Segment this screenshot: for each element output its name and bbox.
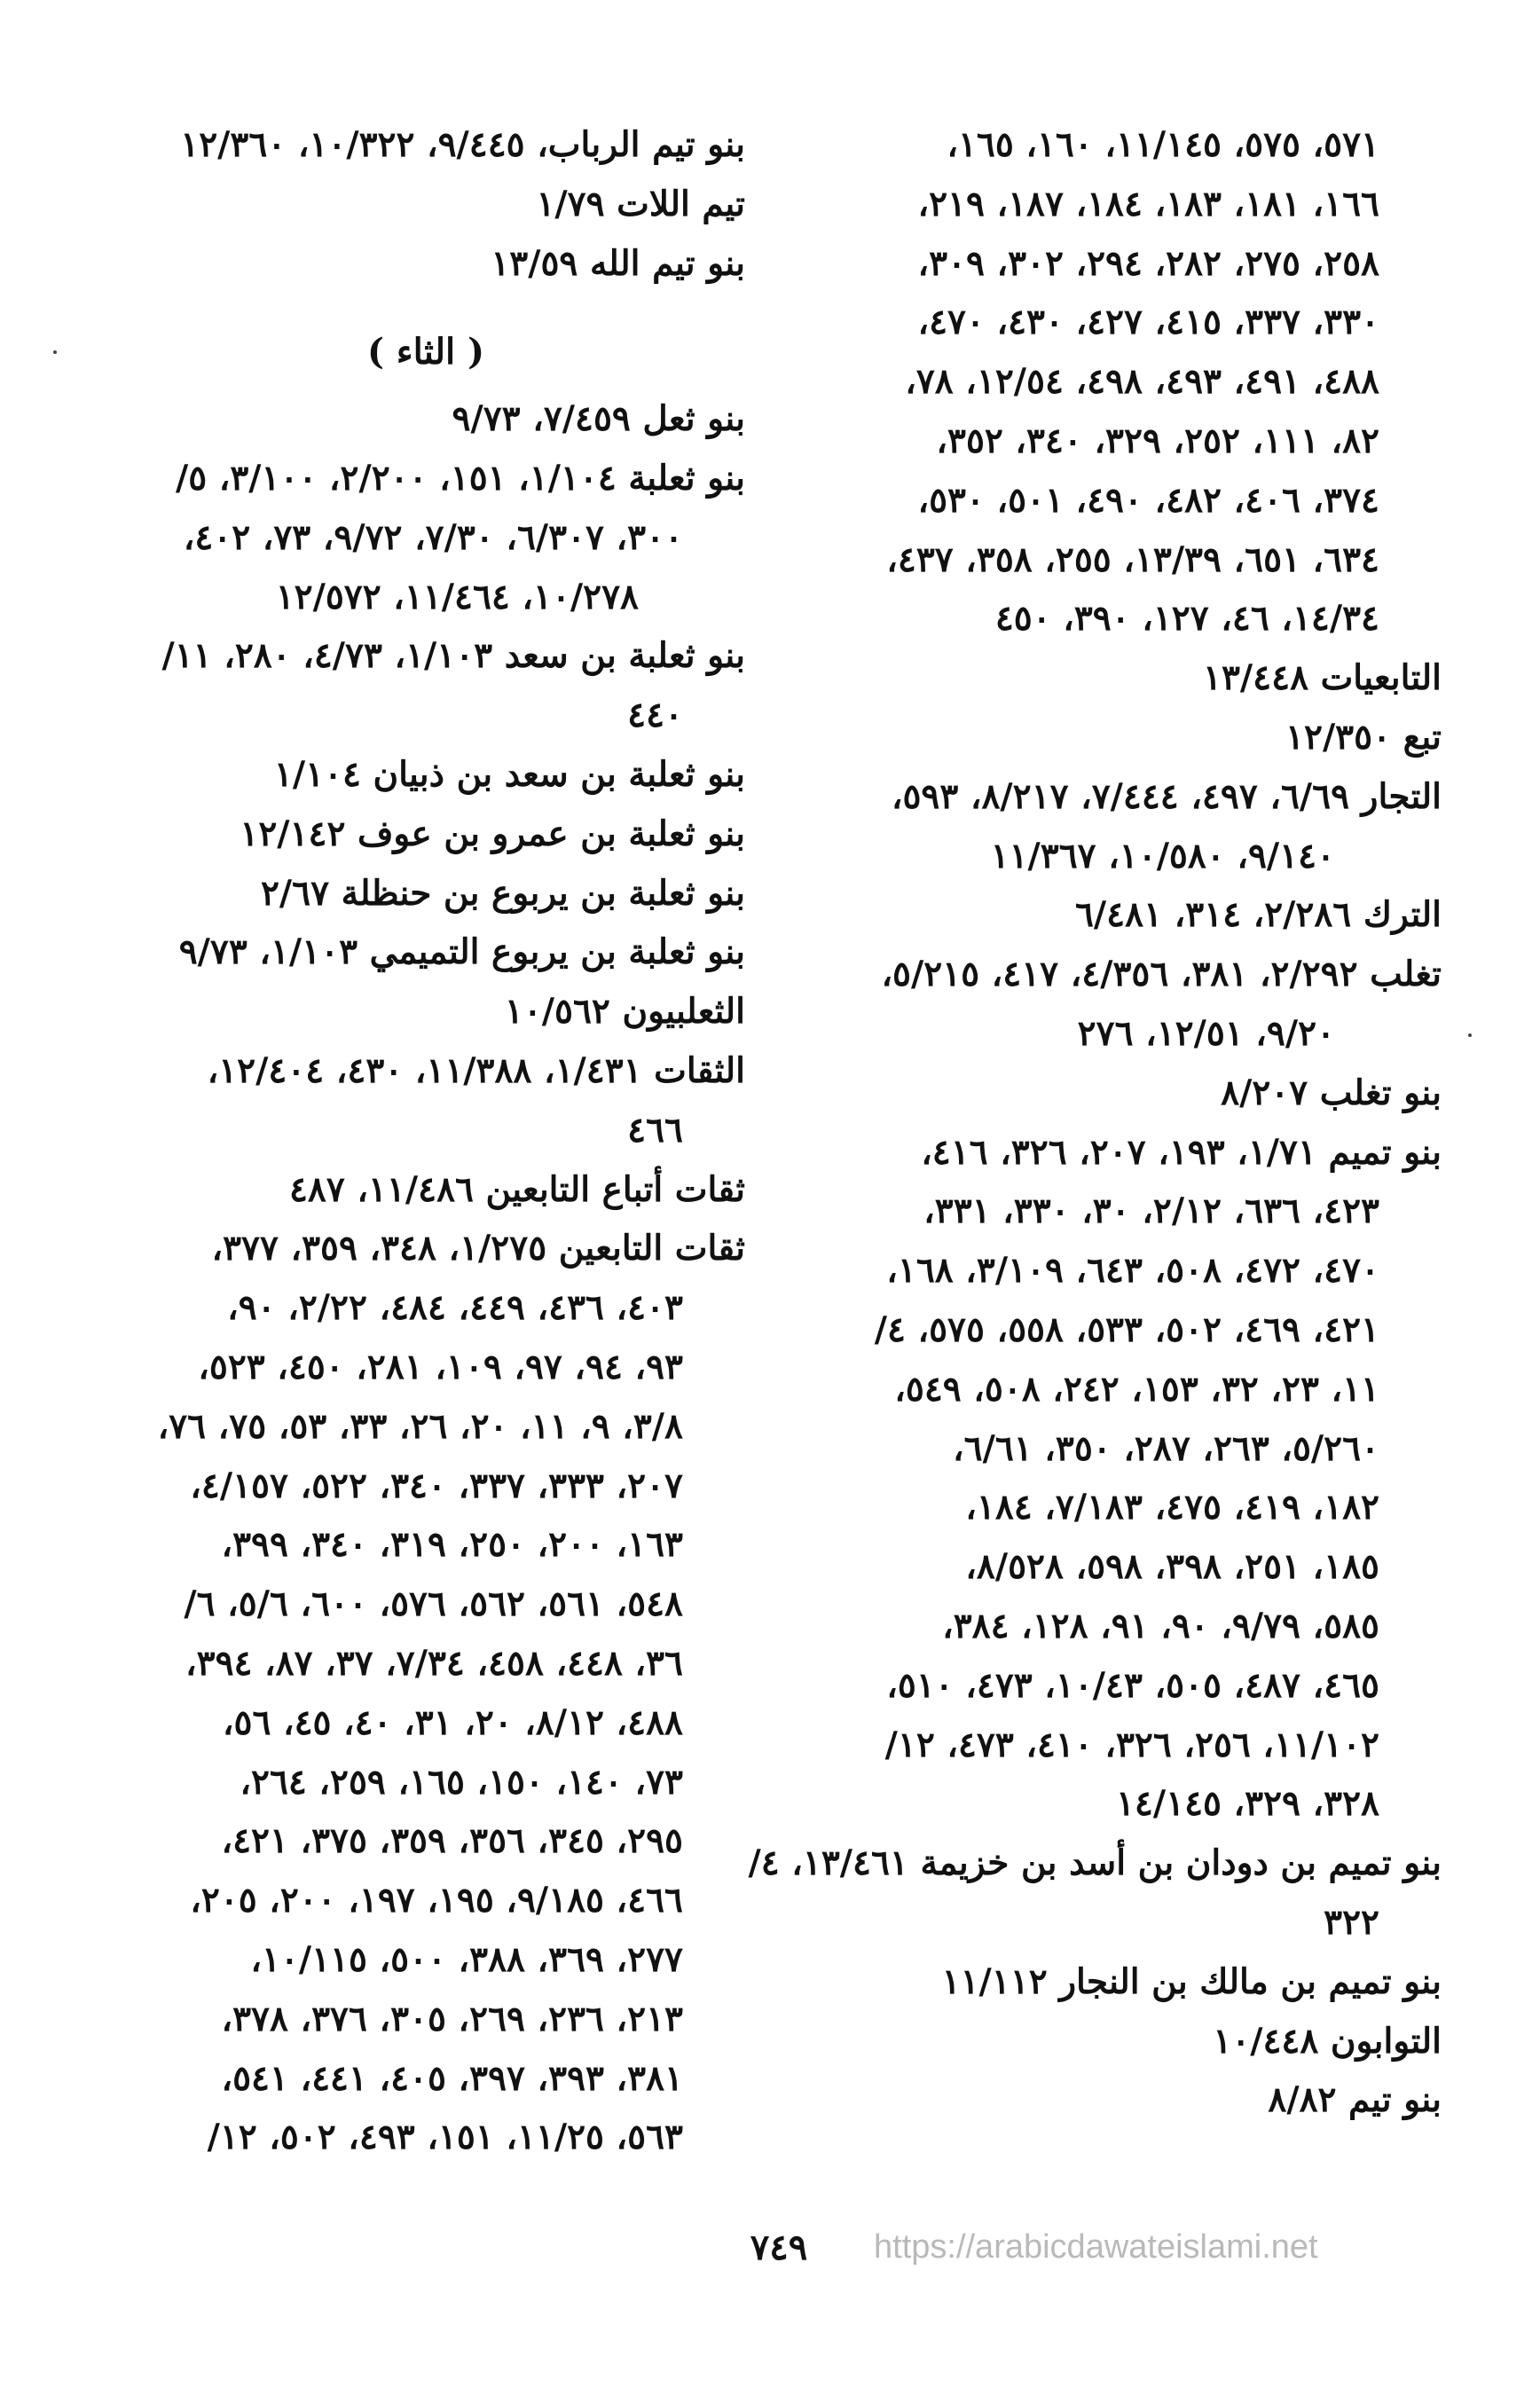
index-entry-line: بنو ثعلبة بن عمرو بن عوف ١٢/١٤٢	[240, 813, 745, 854]
index-entry-line: الثقات ١/٤٣١، ١١/٣٨٨، ٤٣٠، ١٢/٤٠٤،	[207, 1049, 745, 1091]
index-entry-line: ٩/١٤٠، ١٠/٥٨٠، ١١/٣٦٧	[990, 835, 1335, 876]
index-entry-line: ثقات التابعين ١/٢٧٥، ٣٤٨، ٣٥٩، ٣٧٧،	[211, 1228, 745, 1269]
index-entry-line: ٨٢، ١١١، ٢٥٢، ٣٢٩، ٣٤٠، ٣٥٢،	[936, 420, 1379, 461]
index-entry-line: بنو ثعلبة بن يربوع التميمي ١/١٠٣، ٩/٧٣	[178, 931, 745, 973]
index-entry-line: بنو تيم ٨/٨٢	[1268, 2079, 1442, 2121]
index-entry-line: ١٨٥، ٢٥١، ٣٩٨، ٥٩٨، ٨/٥٢٨،	[965, 1546, 1379, 1588]
index-entry-line: ٣٧٤، ٤٠٦، ٤٨٢، ٤٩٠، ٥٠١، ٥٣٠،	[917, 479, 1379, 521]
index-entry-line: بنو تيم الرباب، ٩/٤٤٥، ١٠/٣٢٢، ١٢/٣٦٠	[180, 124, 745, 165]
index-entry-line: ٣٨١، ٣٩٣، ٣٩٧، ٤٠٥، ٤٤١، ٥٤١،	[221, 2057, 683, 2099]
page-number: ٧٤٩	[750, 2227, 808, 2268]
index-entry-line: ٥٨٥، ٩/٧٩، ٩٠، ٩١، ١٢٨، ٣٨٤،	[942, 1605, 1379, 1646]
index-entry-line: ١٦٦، ١٨١، ١٨٣، ١٨٤، ١٨٧، ٢١٩،	[917, 183, 1379, 224]
index-entry-line: بنو ثعلبة بن سعد بن ذبيان ١/١٠٤	[273, 753, 745, 795]
index-entry-line: التابعيات ١٣/٤٤٨	[1203, 657, 1442, 699]
index-entry-line: تغلب ٢/٢٩٢، ٣٨١، ٤/٣٥٦، ٤١٧، ٥/٢١٥،	[881, 954, 1442, 995]
index-entry-line: ٥/٢٦٠، ٢٦٣، ٢٨٧، ٣٥٠، ٦/٦١،	[953, 1427, 1379, 1469]
index-entry-line: ٤٦٦	[627, 1109, 683, 1151]
index-entry-line: ١١/١٠٢، ٢٥٦، ٣٢٦، ٤١٠، ٤٧٣، ١٢/	[884, 1724, 1379, 1765]
scan-speck	[53, 350, 57, 354]
left-column	[106, 115, 745, 2167]
index-entry-line: ٣٦، ٤٤٨، ٤٥٨، ٧/٣٤، ٣٧، ٨٧، ٣٩٤،	[185, 1642, 683, 1684]
index-entry-line: ٢٩٥، ٣٤٥، ٣٥٦، ٣٥٩، ٣٧٥، ٤٢١،	[221, 1820, 683, 1862]
index-entry-line: ٤٢٣، ٦٣٦، ٢/١٢، ٣٠، ٣٣٠، ٣٣١،	[923, 1190, 1379, 1232]
scan-speck	[1468, 1033, 1472, 1037]
index-entry-line: التجار ٦/٦٩، ٤٩٧، ٧/٤٤٤، ٨/٢١٧، ٥٩٣،	[891, 775, 1442, 817]
index-entry-line: ٤٨٨، ٨/١٢، ٢٠، ٣١، ٤٠، ٤٥، ٥٦،	[222, 1701, 683, 1743]
index-entry-line: الترك ٢/٢٨٦، ٣١٤، ٦/٤٨١	[1074, 894, 1442, 936]
index-entry-line: ٢٠٧، ٣٣٣، ٣٣٧، ٣٤٠، ٥٢٢، ٤/١٥٧،	[190, 1465, 683, 1506]
index-entry-line: ٣٢٢	[1324, 1901, 1379, 1943]
index-entry-line: ٤٢١، ٤٦٩، ٥٠٢، ٥٣٣، ٥٥٨، ٥٧٥، ٤/	[874, 1308, 1379, 1350]
index-entry-line: الثعلبيون ١٠/٥٦٢	[504, 991, 745, 1033]
index-entry-line: بنو ثعلبة بن يربوع بن حنظلة ٢/٦٧	[260, 872, 745, 914]
index-entry-line: ٥٤٨، ٥٦١، ٥٦٢، ٥٧٦، ٦٠٠، ٥/٦، ٦/	[184, 1583, 683, 1625]
index-entry-line: تبع ١٢/٣٥٠	[1285, 716, 1442, 758]
index-entry-line: بنو تيم الله ١٣/٥٩	[491, 242, 745, 284]
index-entry-line: ٩/٢٠، ١٢/٥١، ٢٧٦	[1077, 1012, 1335, 1054]
left-column-top-entries	[106, 115, 745, 293]
index-entry-line: ١١، ٢٣، ٣٢، ١٥٣، ٢٤٢، ٥٠٨، ٥٤٩،	[894, 1368, 1379, 1410]
right-column	[748, 115, 1442, 2130]
index-entry-line: ٢٧٧، ٣٦٩، ٣٨٨، ٥٠٠، ١٠/١١٥،	[250, 1938, 683, 1980]
watermark-url: https://arabicdawateislami.net	[874, 2228, 1318, 2266]
index-entry-line: ٩٣، ٩٤، ٩٧، ١٠٩، ٢٨١، ٤٥٠، ٥٢٣،	[198, 1346, 683, 1387]
index-entry-line: ٤٦٥، ٤٨٧، ٥٠٥، ١٠/٤٣، ٤٧٣، ٥١٠،	[886, 1664, 1379, 1706]
index-entry-line: بنو تميم بن دودان بن أسد بن خزيمة ١٣/٤٦١، ٤/	[748, 1842, 1442, 1884]
index-entry-line: ١٠/٢٧٨، ١١/٤٦٤، ١٢/٥٧٢	[275, 576, 639, 617]
index-entry-line: بنو ثعلبة ١/١٠٤، ١٥١، ٢/٢٠٠، ٣/١٠٠، ٥/	[175, 457, 745, 499]
index-entry-line: بنو تميم ١/٧١، ١٩٣، ٢٠٧، ٣٢٦، ٤١٦،	[921, 1131, 1442, 1173]
index-entry-line: ٢٥٨، ٢٧٥، ٢٨٢، ٢٩٤، ٣٠٢، ٣٠٩،	[917, 242, 1379, 284]
left-column-entries	[106, 389, 745, 2167]
index-entry-line: ٤٤٠	[627, 695, 683, 736]
index-entry-line: ٦٣٤، ٦٥١، ١٣/٣٩، ٢٥٥، ٣٥٨، ٤٣٧،	[886, 538, 1379, 580]
index-entry-line: ٤٦٦، ٩/١٨٥، ١٩٥، ١٩٧، ٢٠٠، ٢٠٥،	[190, 1880, 683, 1921]
index-entry-line: بنو ثعل ٧/٤٥٩، ٩/٧٣	[452, 398, 745, 440]
index-entry-line: ٣٣٠، ٣٣٧، ٤١٥، ٤٢٧، ٤٣٠، ٤٧٠،	[917, 302, 1379, 343]
index-entry-line: ١٤/٣٤، ٤٦، ١٢٧، ٣٩٠، ٤٥٠	[994, 598, 1379, 640]
section-heading: ( الثاء )	[366, 331, 485, 373]
index-entry-line: ٥٦٣، ١١/٢٥، ١٥١، ٤٩٣، ٥٠٢، ١٢/	[207, 2117, 683, 2158]
index-entry-line: ٧٣، ١٤٠، ١٥٠، ١٦٥، ٢٥٩، ٢٦٤،	[240, 1761, 683, 1803]
index-entry-line: ٥٧١، ٥٧٥، ١١/١٤٥، ١٦٠، ١٦٥،	[947, 124, 1379, 165]
index-entry-line: ٣/٨، ٩، ١١، ٢٠، ٢٦، ٣٣، ٥٣، ٧٥، ٧٦،	[157, 1405, 683, 1447]
index-entry-line: بنو ثعلبة بن سعد ١/١٠٣، ٤/٧٣، ٢٨٠، ١١/	[161, 635, 745, 677]
index-entry-line: بنو تميم بن مالك بن النجار ١١/١١٢	[941, 1960, 1442, 2002]
index-entry-line: ٣٠٠، ٦/٣٠٧، ٧/٣٠، ٩/٧٢، ٧٣، ٤٠٢،	[183, 516, 683, 558]
index-entry-line: التوابون ١٠/٤٤٨	[1213, 2020, 1442, 2062]
index-entry-line: تيم اللات ١/٧٩	[536, 183, 745, 224]
index-entry-line: ثقات أتباع التابعين ١١/٤٨٦، ٤٨٧	[288, 1168, 745, 1210]
index-entry-line: ٤٠٣، ٤٣٦، ٤٤٩، ٤٨٤، ٢/٢٢، ٩٠،	[227, 1287, 683, 1329]
index-entry-line: ٤٧٠، ٤٧٢، ٥٠٨، ٦٤٣، ٣/١٠٩، ١٦٨،	[886, 1250, 1379, 1292]
index-entry-line: ٢١٣، ٢٣٦، ٢٦٩، ٣٠٥، ٣٧٦، ٣٧٨،	[221, 1998, 683, 2039]
index-entry-line: ٤٨٨، ٤٩١، ٤٩٣، ٤٩٨، ١٢/٥٤، ٧٨،	[905, 361, 1379, 403]
index-entry-line: بنو تغلب ٨/٢٠٧	[1221, 1072, 1442, 1113]
index-entry-line: ١٦٣، ٢٠٠، ٢٥٠، ٣١٩، ٣٤٠، ٣٩٩،	[221, 1524, 683, 1566]
index-entry-line: ٣٢٨، ٣٢٩، ١٤/١٤٥	[1115, 1783, 1379, 1825]
index-entry-line: ١٨٢، ٤١٩، ٤٧٥، ٧/١٨٣، ١٨٤،	[965, 1487, 1379, 1528]
